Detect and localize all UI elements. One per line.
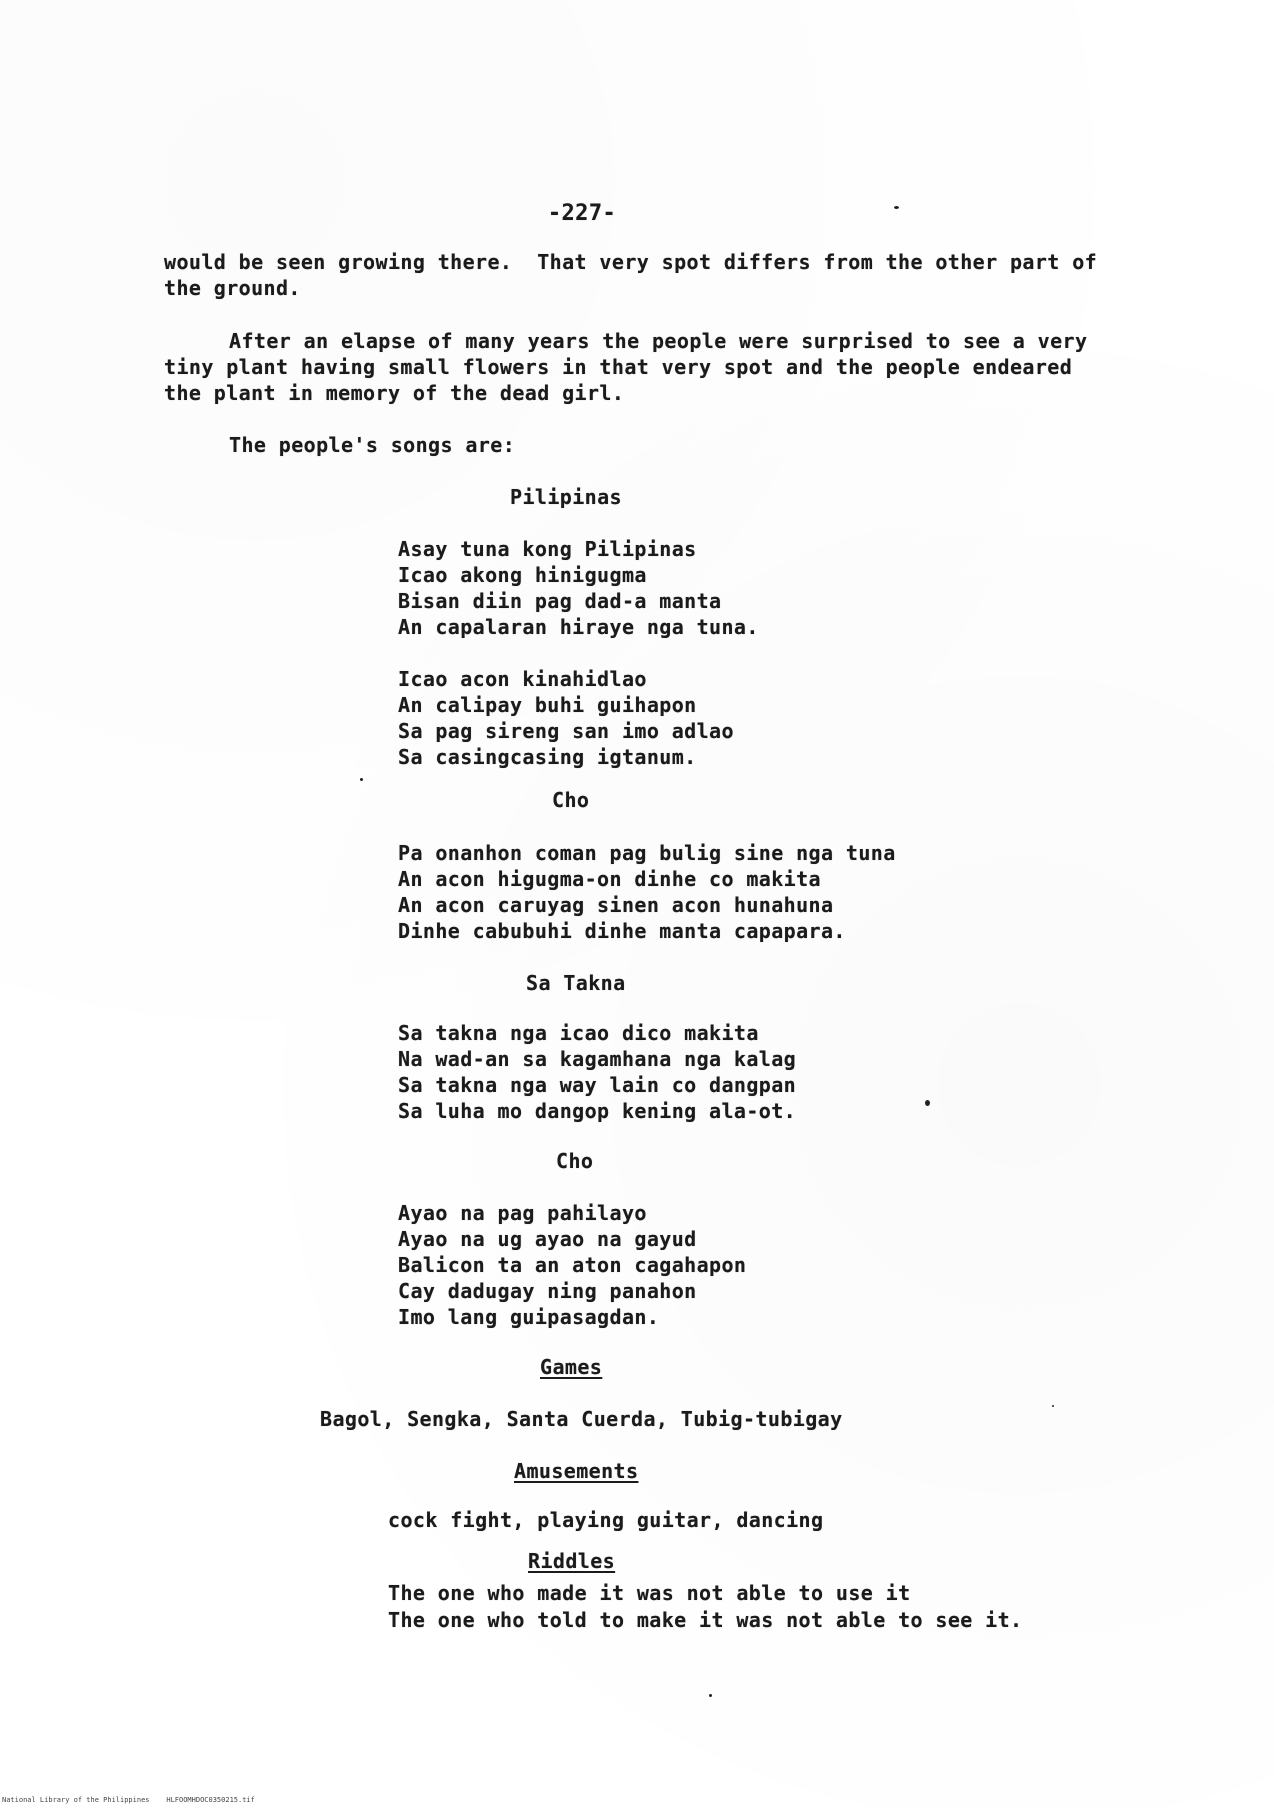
song-line: Sa pag sireng san imo adlao [398, 719, 734, 743]
song-line: Imo lang guipasagdan. [398, 1305, 660, 1329]
songs-intro: The people's songs are: [229, 433, 516, 457]
games-heading: Games [540, 1355, 603, 1379]
song-title: Pilipinas [510, 485, 622, 509]
song-line: Sa takna nga way lain co dangpan [398, 1073, 797, 1097]
song-line: Cay dadugay ning panahon [398, 1279, 697, 1303]
footer-caption: National Library of the Philippines HLFOOMHDOC0350215.tif [2, 1796, 255, 1804]
song-line: An calipay buhi guihapon [398, 693, 697, 717]
song-line: Ayao na ug ayao na gayud [398, 1227, 697, 1251]
scan-speck [1052, 1405, 1054, 1407]
chorus-label: Cho [556, 1149, 594, 1173]
song-title: Sa Takna [526, 971, 626, 995]
scan-speck [894, 206, 899, 209]
song-line: Balicon ta an aton cagahapon [398, 1253, 747, 1277]
paragraph-line: the ground. [164, 276, 301, 300]
paragraph-line: tiny plant having small flowers in that very spot and the people endeared [164, 355, 1073, 379]
song-line: Icao acon kinahidlao [398, 667, 647, 691]
song-line: Bisan diin pag dad-a manta [398, 589, 722, 613]
page-number: -227- [547, 201, 617, 226]
song-line: Sa casingcasing igtanum. [398, 745, 697, 769]
amusements-text: cock fight, playing guitar, dancing [388, 1508, 824, 1532]
song-line: Na wad-an sa kagamhana nga kalag [398, 1047, 797, 1071]
song-line: An acon higugma-on dinhe co makita [398, 867, 821, 891]
song-line: Icao akong hinigugma [398, 563, 647, 587]
paragraph-line: the plant in memory of the dead girl. [164, 381, 625, 405]
riddles-heading: Riddles [528, 1549, 616, 1573]
song-line: Dinhe cabubuhi dinhe manta capapara. [398, 919, 846, 943]
paragraph-line: After an elapse of many years the people were surprised to see a very [229, 329, 1088, 353]
song-line: Sa luha mo dangop kening ala-ot. [398, 1099, 797, 1123]
riddle-line: The one who made it was not able to use it [388, 1581, 911, 1605]
chorus-label: Cho [552, 788, 590, 812]
song-line: An acon caruyag sinen acon hunahuna [398, 893, 834, 917]
song-line: Asay tuna kong Pilipinas [398, 537, 697, 561]
song-line: Pa onanhon coman pag bulig sine nga tuna [398, 841, 896, 865]
games-text: Bagol, Sengka, Santa Cuerda, Tubig-tubigay [320, 1407, 843, 1431]
paragraph-line: would be seen growing there. That very spot differs from the other part of [164, 250, 1098, 274]
riddle-line: The one who told to make it was not able to see it. [388, 1608, 1023, 1632]
song-line: Sa takna nga icao dico makita [398, 1021, 759, 1045]
scan-speck [709, 1694, 712, 1697]
song-line: Ayao na pag pahilayo [398, 1201, 647, 1225]
amusements-heading: Amusements [514, 1459, 639, 1483]
scan-speck [925, 1100, 930, 1106]
song-line: An capalaran hiraye nga tuna. [398, 615, 759, 639]
scan-speck [360, 778, 363, 781]
